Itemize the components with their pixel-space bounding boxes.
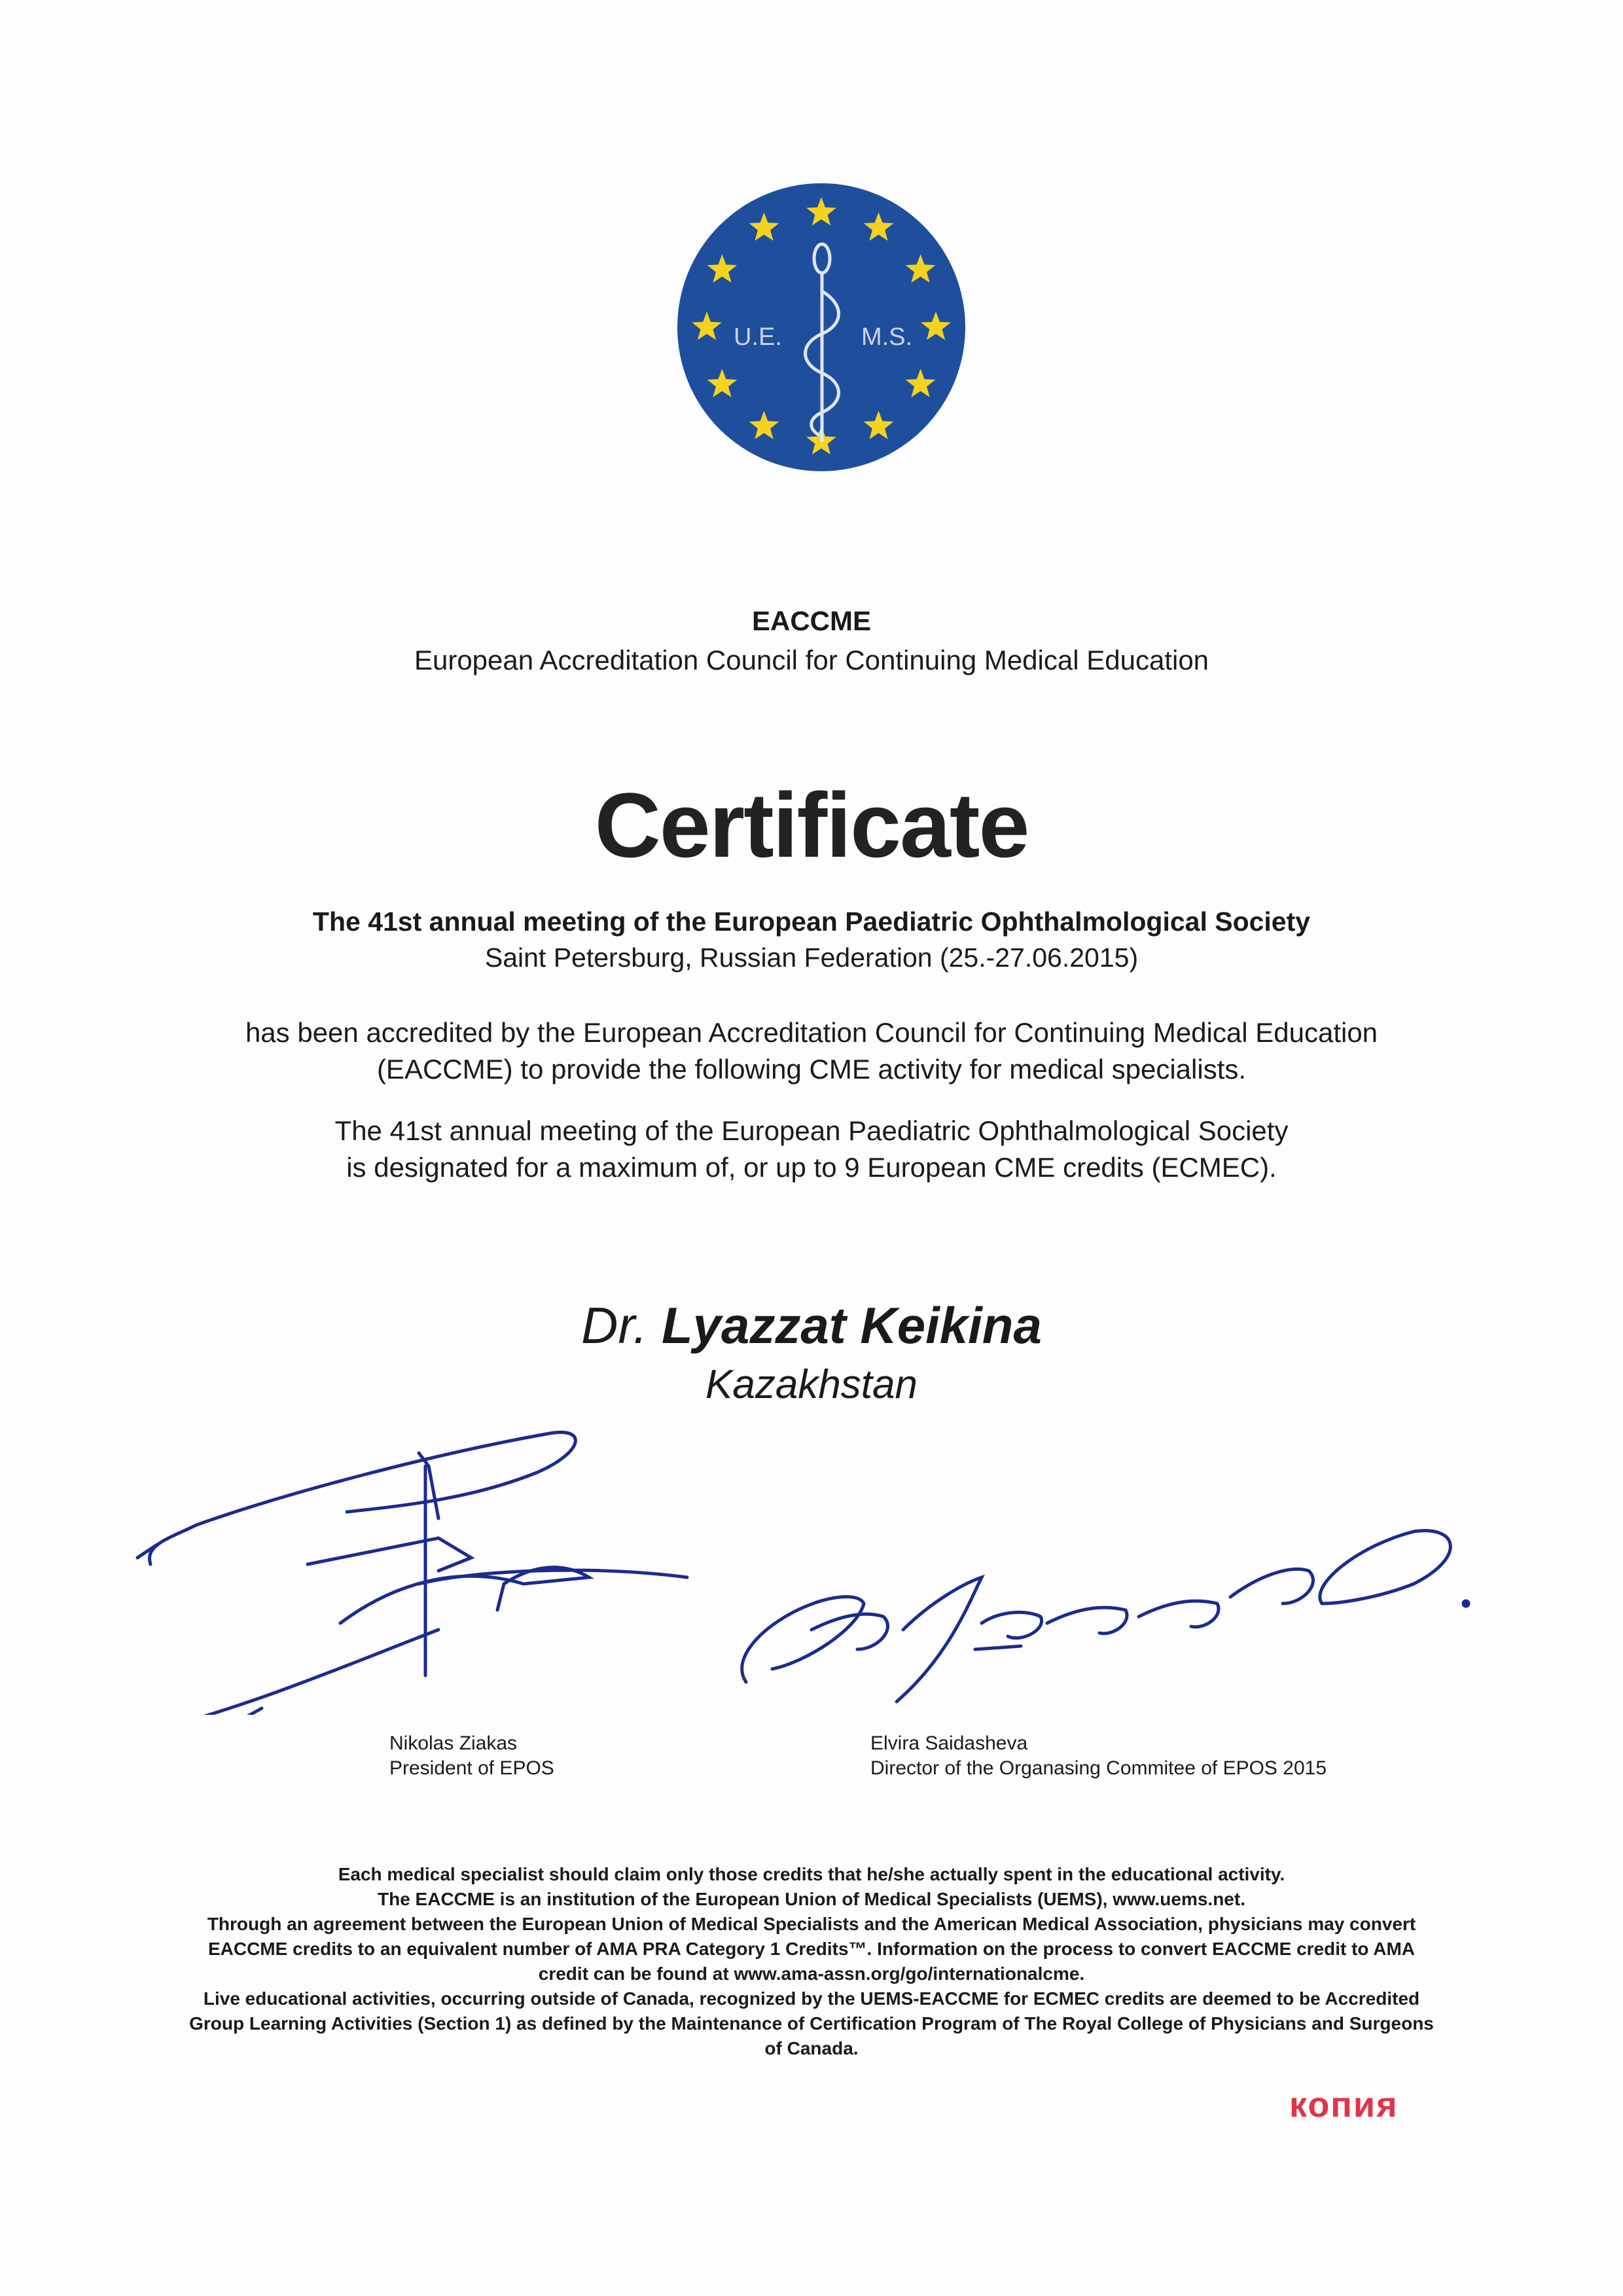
accreditation-line: (EACCME) to provide the following CME activity for medical specialists. xyxy=(376,1054,1247,1085)
council-name: European Accreditation Council for Continuing Medical Education xyxy=(414,645,1209,675)
certificate-title: Certificate xyxy=(594,774,1029,876)
recipient-country: Kazakhstan xyxy=(705,1362,918,1407)
signature-icon xyxy=(733,1505,1492,1715)
fine-print-line: of Canada. xyxy=(764,2038,859,2058)
copy-stamp: копия xyxy=(1289,2085,1399,2125)
fine-print-line: Through an agreement between the European Union of Medical Specialists and the American Medical Association, physicians may convert xyxy=(207,1914,1416,1934)
signatory-role: Director of the Organasing Commitee of EPOS 2015 xyxy=(870,1757,1327,1779)
meeting-name: The 41st annual meeting of the European Paediatric Ophthalmological Society xyxy=(312,906,1311,937)
fine-print-line: credit can be found at www.ama-assn.org/go/internationalcme. xyxy=(538,1964,1085,1984)
accreditation-line: has been accredited by the European Accreditation Council for Continuing Medical Education xyxy=(245,1017,1378,1048)
uems-logo-icon xyxy=(674,167,969,488)
fine-print-line: The EACCME is an institution of the European Union of Medical Specialists (UEMS), www.uems.net. xyxy=(378,1889,1245,1909)
fine-print xyxy=(0,1862,1623,2061)
signature-icon xyxy=(131,1414,720,1715)
accreditation-paragraph xyxy=(0,1014,1623,1088)
fine-print-line: Each medical specialist should claim only those credits that he/she actually spent in the educational activity. xyxy=(338,1864,1285,1884)
signatory-president xyxy=(389,1731,554,1781)
credits-line: The 41st annual meeting of the European Paediatric Ophthalmological Society xyxy=(334,1115,1289,1146)
recipient-fullname: Lyazzat Keikina xyxy=(661,1297,1042,1354)
recipient-title: Dr. xyxy=(581,1297,648,1354)
meeting-location: Saint Petersburg, Russian Federation (25.-27.06.2015) xyxy=(484,942,1139,973)
fine-print-line: Group Learning Activities (Section 1) as defined by the Maintenance of Certification Program of The Royal College of Physicians and Surgeons xyxy=(189,2013,1434,2034)
eaccme-acronym: EACCME xyxy=(751,605,871,636)
credits-paragraph xyxy=(0,1113,1623,1186)
signatory-director xyxy=(870,1731,1327,1781)
credits-line: is designated for a maximum of, or up to 9 European CME credits (ECMEC). xyxy=(346,1152,1277,1183)
signatory-name: Nikolas Ziakas xyxy=(389,1732,518,1754)
logo-right-text: M.S. xyxy=(861,323,913,351)
fine-print-line: EACCME credits to an equivalent number of AMA PRA Category 1 Credits™. Information on the process to convert EACCME credit to AMA xyxy=(207,1939,1416,1959)
recipient-name xyxy=(0,1296,1623,1355)
signatory-name: Elvira Saidasheva xyxy=(870,1732,1028,1754)
fine-print-line: Live educational activities, occurring outside of Canada, recognized by the UEMS-EACCME for ECMEC credits are deemed to be Accredited xyxy=(203,1988,1420,2009)
signatory-role: President of EPOS xyxy=(389,1757,554,1779)
logo-left-text: U.E. xyxy=(734,323,782,351)
